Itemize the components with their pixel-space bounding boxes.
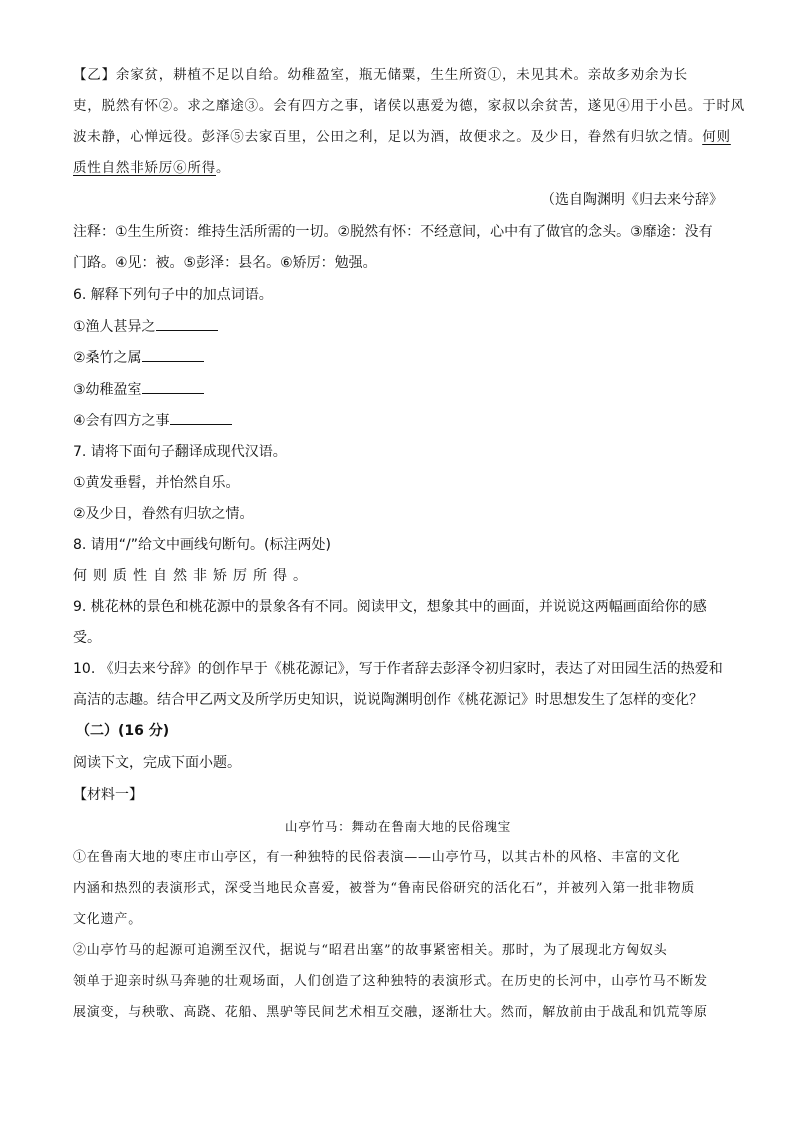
underlined-sentence-part-2: 质性自然非矫厉⑥所得 [73, 160, 216, 176]
question-6-item-1 [73, 312, 723, 343]
yi-text-line-4 [73, 153, 723, 184]
question-7: 7. 请将下面句子翻译成现代汉语。 [73, 444, 287, 460]
question-7-item-2: ②及少日，眷然有归欤之情。 [73, 506, 254, 522]
material-1-para-2-line-1: ②山亭竹马的起源可追溯至汉代，据说与“昭君出塞”的故事紧密相关。那时，为了展现北方匈奴头 [73, 943, 668, 958]
question-8-text: 何则质性自然非矫厉所得。 [73, 568, 313, 584]
question-6-item-3 [73, 375, 723, 406]
material-1-para-1-line-1: ①在鲁南大地的枣庄市山亭区，有一种独特的民俗表演——山亭竹马，以其古朴的风格、丰富的文化 [73, 850, 681, 865]
question-9-line-1: 9. 桃花林的景色和桃花源中的景象各有不同。阅读甲文，想象其中的画面，并说说这两幅画面给你的感 [73, 599, 707, 615]
q6-item-2-text: ②桑竹之属 [73, 350, 142, 366]
q6-item-4-text: ④会有四方之事 [73, 413, 170, 429]
underlined-sentence-part-1: 何则 [702, 129, 731, 145]
section-2-heading: （二）(16 分) [76, 723, 170, 739]
yi-text-line-2: 吏，脱然有怀②。求之靡途③。会有四方之事，诸侯以惠爱为德，家叔以余贫苦，遂见④用于小邑。于时风 [73, 98, 746, 114]
question-10-line-2: 高洁的志趣。结合甲乙两文及所学历史知识，说说陶渊明创作《桃花源记》时思想发生了怎样的变化？ [73, 692, 703, 708]
section-2-intro: 阅读下文，完成下面小题。 [73, 755, 241, 771]
question-10-line-1: 10. 《归去来兮辞》的创作早于《桃花源记》，写于作者辞去彭泽令初归家时，表达了对田园生活的热爱和 [73, 661, 723, 677]
yi-text-line-3-plain: 波未静，心惮远役。彭泽⑤去家百里，公田之利，足以为酒，故便求之。及少日，眷然有归欤之情。 [73, 129, 703, 145]
yi-text-line-1: 【乙】余家贫，耕植不足以自给。幼稚盈室，瓶无储粟，生生所资①，未见其术。亲故多劝余为长 [73, 67, 688, 83]
question-9-line-2: 受。 [73, 630, 101, 646]
question-7-item-1: ①黄发垂髫，并怡然自乐。 [73, 475, 240, 491]
material-1-label: 【材料一】 [73, 787, 143, 803]
answer-blank[interactable] [142, 346, 204, 362]
answer-blank[interactable] [142, 378, 204, 394]
yi-source: （选自陶渊明《归去来兮辞》 [541, 192, 723, 208]
question-6: 6. 解释下列句子中的加点词语。 [73, 287, 273, 303]
material-1-title: 山亭竹马：舞动在鲁南大地的民俗瑰宝 [284, 819, 512, 834]
question-6-item-4 [73, 406, 723, 437]
yi-text-line-3 [73, 122, 731, 153]
material-1-para-2-line-2: 领单于迎亲时纵马奔驰的壮观场面，人们创造了这种独特的表演形式。在历史的长河中，山亭竹马不断发 [73, 974, 708, 989]
material-1-para-2-line-3: 展演变，与秧歌、高跷、花船、黑驴等民间艺术相互交融，逐渐壮大。然而，解放前由于战乱和饥荒等原 [73, 1005, 708, 1020]
question-8: 8. 请用“/”给文中画线句断句。(标注两处) [73, 537, 331, 553]
yi-text-line-4-end: 。 [216, 160, 231, 176]
answer-blank[interactable] [156, 315, 218, 331]
answer-blank[interactable] [170, 409, 232, 425]
question-6-item-2 [73, 343, 723, 374]
material-1-para-1-line-3: 文化遗产。 [73, 912, 143, 927]
q6-item-3-text: ③幼稚盈室 [73, 382, 142, 398]
yi-notes-line-1: 注释：①生生所资：维持生活所需的一切。②脱然有怀：不经意间，心中有了做官的念头。③靡途：没有 [73, 224, 713, 240]
yi-notes-line-2: 门路。④见：被。⑤彭泽：县名。⑥矫厉：勉强。 [73, 255, 377, 271]
q6-item-1-text: ①渔人甚异之 [73, 319, 156, 335]
material-1-para-1-line-2: 内涵和热烈的表演形式，深受当地民众喜爱，被誉为“鲁南民俗研究的活化石”，并被列入第一批非物质 [73, 881, 696, 896]
